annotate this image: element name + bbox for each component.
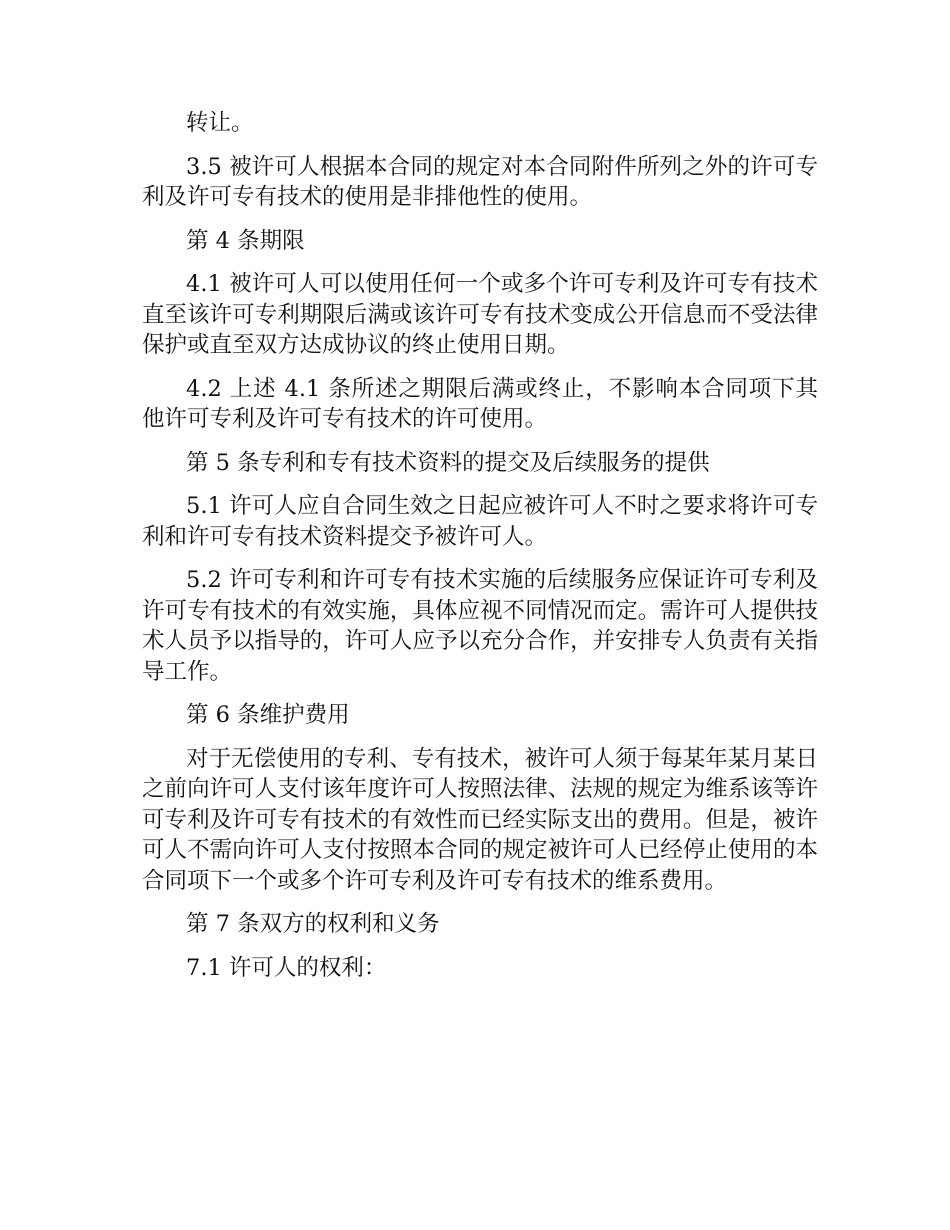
paragraph-5-2: 5.2 许可专利和许可专有技术实施的后续服务应保证许可专利及许可专有技术的有效实施，具体应视不同情况而定。需许可人提供技术人员予以指导的，许可人应予以充分合作，并安排专人负责有关指导工作。 — [142, 567, 818, 685]
document-body — [142, 108, 818, 996]
paragraph-transfer-end: 转让。 — [186, 110, 254, 136]
heading-article-5: 第 5 条专利和专有技术资料的提交及后续服务的提供 — [186, 449, 710, 476]
paragraph-4-2: 4.2 上述 4.1 条所述之期限后满或终止，不影响本合同项下其他许可专利及许可专有技术的许可使用。 — [142, 375, 818, 432]
heading-article-7: 第 7 条双方的权利和义务 — [186, 911, 440, 937]
heading-article-4: 第 4 条期限 — [186, 227, 305, 254]
heading-article-6: 第 6 条维护费用 — [186, 702, 350, 728]
paragraph-maintenance-fees: 对于无偿使用的专利、专有技术，被许可人须于每某年某月某日之前向许可人支付该年度许可人按照法律、法规的规定为维系该等许可专利及许可专有技术的有效性而已经实际支出的费用。但是，被许可人不需向许可人支付按照本合同的规定被许可人已经停止使用的本合同项下一个或多个许可专利及许可专有技术的维系费用。 — [142, 745, 818, 894]
paragraph-5-1: 5.1 许可人应自合同生效之日起应被许可人不时之要求将许可专利和许可专有技术资料提交予被许可人。 — [142, 493, 818, 550]
paragraph-4-1: 4.1 被许可人可以使用任何一个或多个许可专利及许可专有技术直至该许可专利期限后满或该许可专有技术变成公开信息而不受法律保护或直至双方达成协议的终止使用日期。 — [142, 271, 818, 358]
paragraph-7-1: 7.1 许可人的权利： — [186, 954, 387, 981]
paragraph-3-5: 3.5 被许可人根据本合同的规定对本合同附件所列之外的许可专利及许可专有技术的使用是非排他性的使用。 — [142, 153, 818, 210]
